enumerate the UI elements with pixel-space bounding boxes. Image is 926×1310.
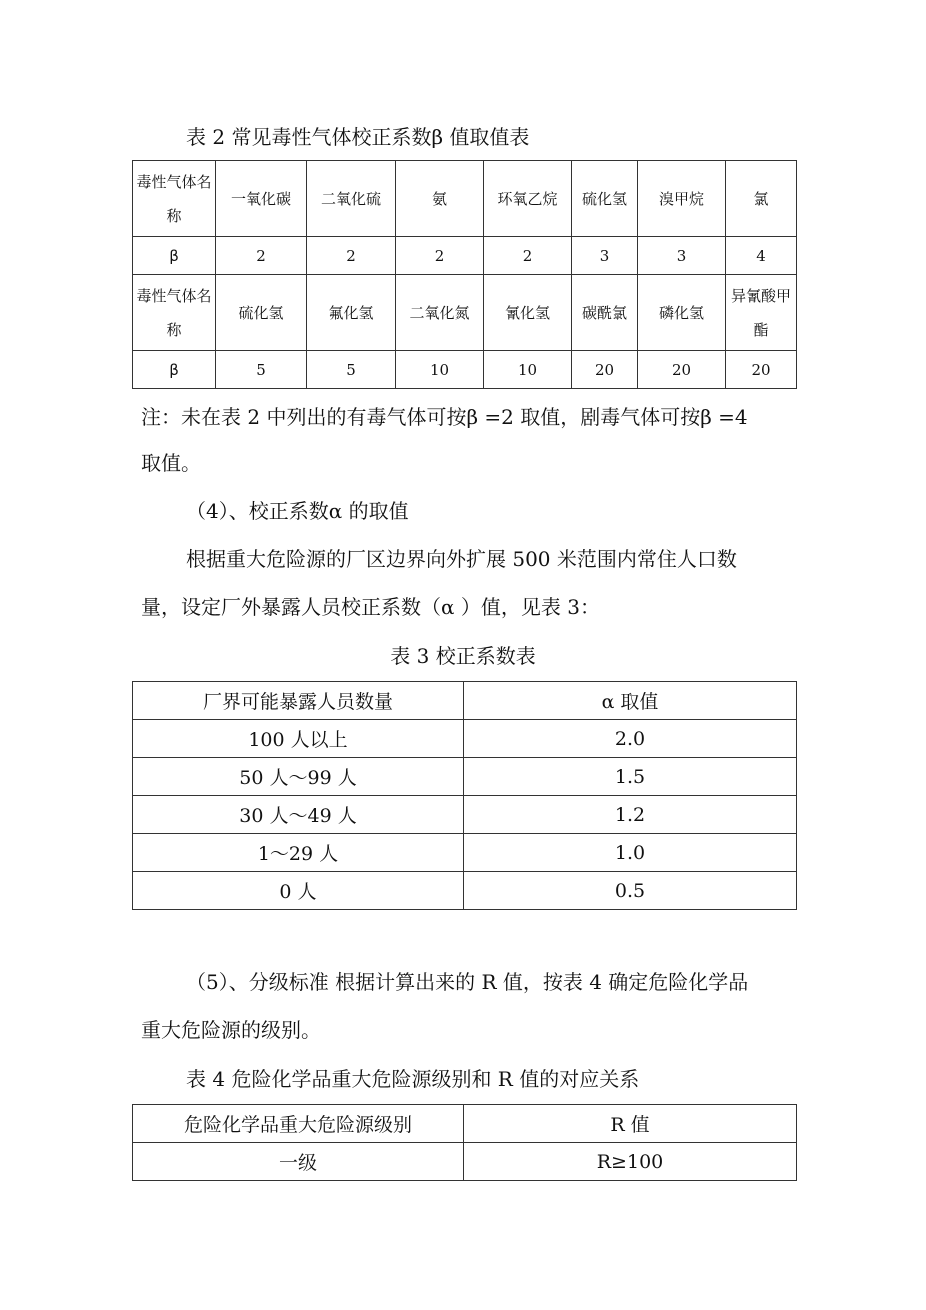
table2-caption: 表 2 常见毒性气体校正系数β 值取值表	[186, 125, 530, 149]
table-cell: 3	[572, 237, 638, 275]
table4-caption: 表 4 危险化学品重大危险源级别和 R 值的对应关系	[186, 1067, 640, 1091]
table-cell: 0 人	[133, 872, 464, 910]
table-header-cell: α 取值	[464, 682, 797, 720]
table-header-cell: 危险化学品重大危险源级别	[133, 1105, 464, 1143]
table3-header-row	[133, 682, 797, 720]
table-cell: β	[133, 237, 216, 275]
table-cell: 环氧乙烷	[484, 161, 572, 237]
section4-heading: （4）、校正系数α 的取值	[186, 499, 409, 523]
table-cell: 氨	[396, 161, 484, 237]
table-cell: 10	[396, 351, 484, 389]
table-cell: 二氧化氮	[396, 275, 484, 351]
table-cell: 2	[216, 237, 307, 275]
table-cell: 2	[484, 237, 572, 275]
table-cell: 10	[484, 351, 572, 389]
table-cell: 2.0	[464, 720, 797, 758]
table-row	[133, 758, 797, 796]
table-cell: 氟化氢	[307, 275, 396, 351]
table-cell: 二氧化硫	[307, 161, 396, 237]
table-cell: 一氧化碳	[216, 161, 307, 237]
table2-row	[133, 161, 797, 237]
table-cell: β	[133, 351, 216, 389]
table2-row	[133, 275, 797, 351]
table-row	[133, 796, 797, 834]
table-cell: 2	[396, 237, 484, 275]
table-cell: 20	[726, 351, 797, 389]
table-cell: 溴甲烷	[638, 161, 726, 237]
table-row	[133, 872, 797, 910]
table-cell: 2	[307, 237, 396, 275]
table2-row	[133, 237, 797, 275]
table-cell: 磷化氢	[638, 275, 726, 351]
table-cell: 毒性气体名称	[133, 161, 216, 237]
table-cell: 3	[638, 237, 726, 275]
table-row	[133, 720, 797, 758]
table-cell: 1.5	[464, 758, 797, 796]
table-cell: 1～29 人	[133, 834, 464, 872]
table4-header-row	[133, 1105, 797, 1143]
table-cell: 5	[216, 351, 307, 389]
table-cell: 20	[572, 351, 638, 389]
table-header-cell: 厂界可能暴露人员数量	[133, 682, 464, 720]
table-cell: 0.5	[464, 872, 797, 910]
table-cell: 1.2	[464, 796, 797, 834]
table-cell: 50 人～99 人	[133, 758, 464, 796]
table-row	[133, 1143, 797, 1181]
table-row	[133, 834, 797, 872]
section4-paragraph-line-1: 根据重大危险源的厂区边界向外扩展 500 米范围内常住人口数	[186, 547, 737, 571]
table2-row	[133, 351, 797, 389]
table-cell: R≥100	[464, 1143, 797, 1181]
table-cell: 30 人～49 人	[133, 796, 464, 834]
note-line-2: 取值。	[141, 451, 201, 475]
table-cell: 毒性气体名称	[133, 275, 216, 351]
table2	[132, 160, 797, 389]
section4-paragraph-line-2: 量，设定厂外暴露人员校正系数（α ）值，见表 3：	[141, 595, 600, 619]
table3	[132, 681, 797, 910]
table-cell: 异氰酸甲酯	[726, 275, 797, 351]
table-cell: 20	[638, 351, 726, 389]
table-header-cell: R 值	[464, 1105, 797, 1143]
table-cell: 1.0	[464, 834, 797, 872]
table-cell: 硫化氢	[216, 275, 307, 351]
table-cell: 100 人以上	[133, 720, 464, 758]
table-cell: 氯	[726, 161, 797, 237]
table-cell: 氰化氢	[484, 275, 572, 351]
table-cell: 一级	[133, 1143, 464, 1181]
table-cell: 硫化氢	[572, 161, 638, 237]
table-cell: 碳酰氯	[572, 275, 638, 351]
table4	[132, 1104, 797, 1181]
section5-line-1: （5）、分级标准 根据计算出来的 R 值，按表 4 确定危险化学品	[186, 970, 749, 994]
note-line-1: 注：未在表 2 中列出的有毒气体可按β =2 取值，剧毒气体可按β =4	[141, 405, 748, 429]
table3-caption: 表 3 校正系数表	[390, 644, 536, 668]
section5-line-2: 重大危险源的级别。	[141, 1018, 321, 1042]
table-cell: 4	[726, 237, 797, 275]
table-cell: 5	[307, 351, 396, 389]
